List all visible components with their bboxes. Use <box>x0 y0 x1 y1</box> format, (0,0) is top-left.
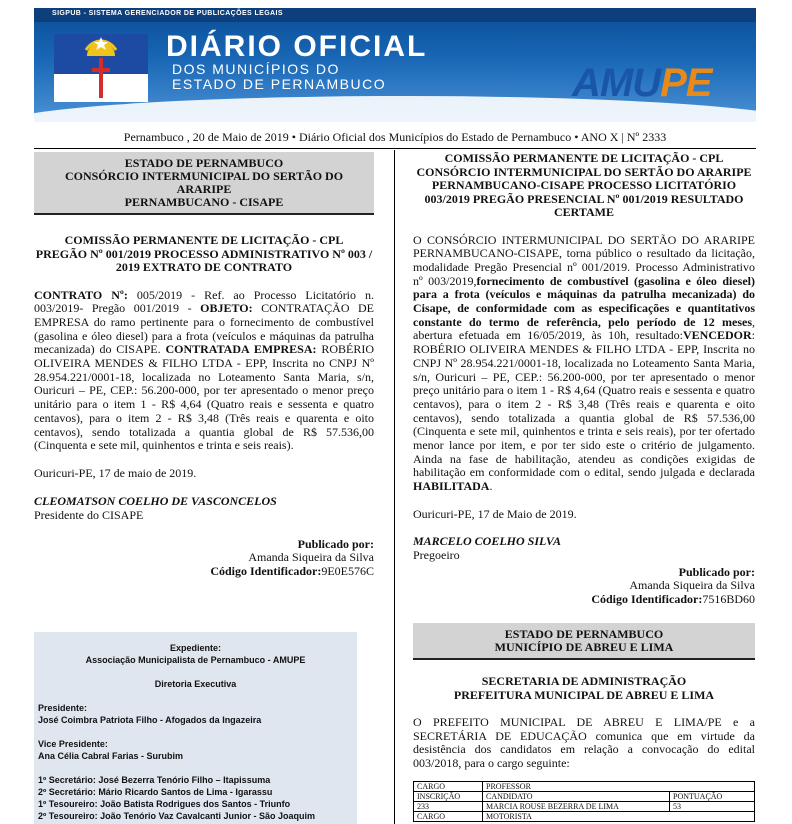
place-date: Ouricuri-PE, 17 de maio de 2019. <box>34 465 197 480</box>
title-line: CERTAME <box>553 205 615 219</box>
contratada-label: CONTRATADA EMPRESA: <box>165 342 317 357</box>
table-cell: 233 <box>414 802 483 812</box>
president-label: Presidente: <box>38 703 88 713</box>
abreu-lima-section <box>413 623 755 771</box>
expediente-box <box>34 632 357 824</box>
table-cell: MARCIA ROUSE BEZERRA DE LIMA <box>483 802 670 812</box>
expediente-org: Associação Municipalista de Pernambuco - AMUPE <box>85 655 306 665</box>
code-value: 9E0E576C <box>321 563 374 578</box>
published-label: Publicado por: <box>678 564 755 579</box>
contrato-label: CONTRATO Nº: <box>34 287 128 302</box>
left-column <box>34 152 374 578</box>
table-cell: INSCRIÇÃO <box>414 792 483 802</box>
table-row <box>414 812 755 822</box>
header-line: CONSÓRCIO INTERMUNICIPAL DO SERTÃO DO ARARIPE <box>64 169 344 196</box>
dateline: Pernambuco , 20 de Maio de 2019 • Diário Oficial dos Municípios do Estado de Pernambuco • ANO X | Nº 2333 <box>123 130 667 144</box>
published-label: Publicado por: <box>297 536 374 551</box>
contrato-text: CONTRATAÇÃO DE EMPRESA do ramo pertinente para o fornecimento de combustível (gasolina e óleo diesel) para a frota (veículos e máquinas da patrulha mecanizada) do CISAPE. <box>34 301 375 357</box>
published-name: Amanda Siqueira da Silva <box>629 578 755 593</box>
amupe-logo-part1: AMU <box>572 61 661 105</box>
cargo-table <box>413 781 755 822</box>
code-value: 7516BD60 <box>702 591 755 606</box>
subtitle-line: COMISSÃO PERMANENTE DE LICITAÇÃO - CPL <box>64 233 344 247</box>
president-name: José Coimbra Patriota Filho - Afogados da Ingazeira <box>38 715 262 725</box>
sigpub-label: SIGPUB - SISTEMA GERENCIADOR DE PUBLICAÇÕES LEGAIS <box>52 10 283 17</box>
vencedor-label: VENCEDOR <box>682 328 752 343</box>
signer-role: Pregoeiro <box>413 547 460 562</box>
code-label: Código Identificador: <box>210 563 322 578</box>
amupe-logo-part2: PE <box>660 61 712 105</box>
table-cell: CANDIDATO <box>483 792 670 802</box>
vice-president-label: Vice Presidente: <box>38 739 108 749</box>
expediente-board: Diretoria Executiva <box>154 679 237 689</box>
subtitle-line: PREGÃO Nº 001/2019 PROCESSO ADMINISTRATIVO Nº 003 / <box>35 246 373 261</box>
contrato-text: ROBÉRIO OLIVEIRA MENDES & FILHO LTDA - EPP, Inscrita no CNPJ Nº 28.954.221/0001-18, localizada no Loteamento Santa Maria, s/n, Ouricuri – PE, CEP.: 56.200-000, por ter apresentado o menor preço unitário para o item 1 - R$ 4,64 (Quatro reais e sessenta e quatro centavos), para o item 2 - R$ 3,48 (Três reais e quarenta e oito centavos), sendo totalizada a quantia global de R$ 57.536,00 (Cinquenta e sete mil, quinhentos e trinta e seis reais). <box>34 342 375 453</box>
subtitle-line: SECRETARIA DE ADMINISTRAÇÃO <box>481 674 687 688</box>
habilitada-label: HABILITADA <box>413 479 490 494</box>
left-section-header <box>34 152 374 215</box>
result-object: fornecimento de combustível (gasolina e óleo diesel) para a frota (veículos e máquinas da patrulha mecanizada) do Cisape, de conformidade com as especificações e quantitativos constante do termo de referência, pelo período de 12 meses <box>413 273 755 329</box>
table-cell: CARGO <box>414 782 483 792</box>
header-line: MUNICÍPIO DE ABREU E LIMA <box>494 640 674 654</box>
table-row <box>414 802 755 812</box>
result-text-part: O CONSÓRCIO INTERMUNICIPAL DO SERTÃO DO ARARIPE PERNAMBUCANO-CISAPE, torna público o resultado da licitação, modalidade Pregão Presencial nº 001/2019. Processo Administrativo nº 003/2019, <box>413 232 755 288</box>
second-treasurer: 2º Tesoureiro: João Tenório Vaz Cavalcanti Junior - São Joaquim <box>38 811 316 821</box>
table-row <box>414 782 755 792</box>
publication-info <box>34 538 374 579</box>
title-line: CONSÓRCIO INTERMUNICIPAL DO SERTÃO DO ARARIPE <box>416 164 752 179</box>
subtitle-line: PREFEITURA MUNICIPAL DE ABREU E LIMA <box>453 687 715 702</box>
masthead-title <box>166 32 427 92</box>
code-label: Código Identificador: <box>591 591 703 606</box>
right-title <box>413 152 755 220</box>
vice-president-name: Ana Célia Cabral Farias - Surubim <box>38 751 184 761</box>
first-treasurer: 1º Tesoureiro: João Batista Rodrigues dos Santos - Triunfo <box>38 799 291 809</box>
result-text-part: , abertura efetuada em 16/05/2019, às 10h, resultado: <box>413 314 755 343</box>
subtitle-line: 2019 EXTRATO DE CONTRATO <box>115 260 293 274</box>
contrato-text: 005/2019 - Ref. ao Processo Licitatório n. 003/2019- Pregão 001/2019 - <box>34 287 374 316</box>
second-secretary: 2º Secretário: Mário Ricardo Santos de Lima - Igarassu <box>38 787 273 797</box>
right-column <box>413 152 755 606</box>
table-cell: MOTORISTA <box>483 812 755 822</box>
header-line: ESTADO DE PERNAMBUCO <box>504 627 664 641</box>
result-text-part: : ROBÉRIO OLIVEIRA MENDES & FILHO LTDA - EPP, Inscrita no CNPJ Nº 28.954.221/0001-18, localizada no Loteamento Santa Maria, s/n, Ouricuri – PE, CEP.: 56.200-000, por ter apresentado o menor preço unitário para o item 1 - R$ 4,64 (Quatro reais e sessenta e quatro centavos), para o item 2 - R$ 3,48 (Três reais e quarenta e oito centavos), sendo totalizada a quantia global de R$ 57.536,00 (Cinquenta e sete mil, quinhentos e trinta e seis reais), por ter ofertado menor lance por item, e por ter sido este o critério de julgamento. Ainda na fase de habilitação, atendeu as condições exigidas de habilitação em conformidade com o edital, sendo julgada e declarada <box>413 328 755 480</box>
header-line: ESTADO DE PERNAMBUCO <box>124 156 284 170</box>
header-line: PERNAMBUCANO - CISAPE <box>124 195 284 209</box>
table-cell: CARGO <box>414 812 483 822</box>
signer-name: MARCELO COELHO SILVA <box>413 533 562 548</box>
abreu-lima-header <box>413 623 755 660</box>
masthead-banner <box>34 8 756 122</box>
left-subtitle <box>34 234 374 275</box>
signer-role: Presidente do CISAPE <box>34 507 144 522</box>
expediente-title: Expediente: <box>169 643 221 653</box>
title-line-2: DOS MUNICÍPIOS DO <box>172 61 340 77</box>
column-divider <box>394 150 395 824</box>
table-cell: PROFESSOR <box>483 782 755 792</box>
objeto-label: OBJETO: <box>200 301 253 316</box>
abreu-lima-notice: O PREFEITO MUNICIPAL DE ABREU E LIMA/PE e a SECRETÁRIA DE EDUCAÇÃO comunica que em virtude da desistência dos candidatos em relação a convocação do edital 003/2018, para o cargo seguinte: <box>413 715 755 771</box>
pernambuco-flag-icon <box>54 34 148 102</box>
title-line-1: DIÁRIO OFICIAL <box>166 30 428 63</box>
result-text-part: . <box>489 479 493 494</box>
title-line: PERNAMBUCANO-CISAPE PROCESSO LICITATÓRIO <box>431 178 737 192</box>
first-secretary: 1º Secretário: José Bezerra Tenório Filho – Itapissuma <box>38 775 271 785</box>
signer-name: CLEOMATSON COELHO DE VASCONCELOS <box>34 493 277 508</box>
place-date: Ouricuri-PE, 17 de Maio de 2019. <box>413 506 577 521</box>
result-text <box>413 234 755 494</box>
table-row <box>414 792 755 802</box>
publication-info <box>413 566 755 607</box>
contract-extract-text <box>34 289 374 453</box>
table-cell: 53 <box>670 802 755 812</box>
title-line: 003/2019 PREGÃO PRESENCIAL Nº 001/2019 RESULTADO <box>424 191 744 206</box>
amupe-logo <box>572 60 742 106</box>
title-line-3: ESTADO DE PERNAMBUCO <box>172 76 387 92</box>
title-line: COMISSÃO PERMANENTE DE LICITAÇÃO - CPL <box>444 151 724 165</box>
dateline-rule <box>34 148 756 149</box>
abreu-lima-subtitle <box>413 675 755 702</box>
table-cell: PONTUAÇÃO <box>670 792 755 802</box>
published-name: Amanda Siqueira da Silva <box>248 550 374 565</box>
